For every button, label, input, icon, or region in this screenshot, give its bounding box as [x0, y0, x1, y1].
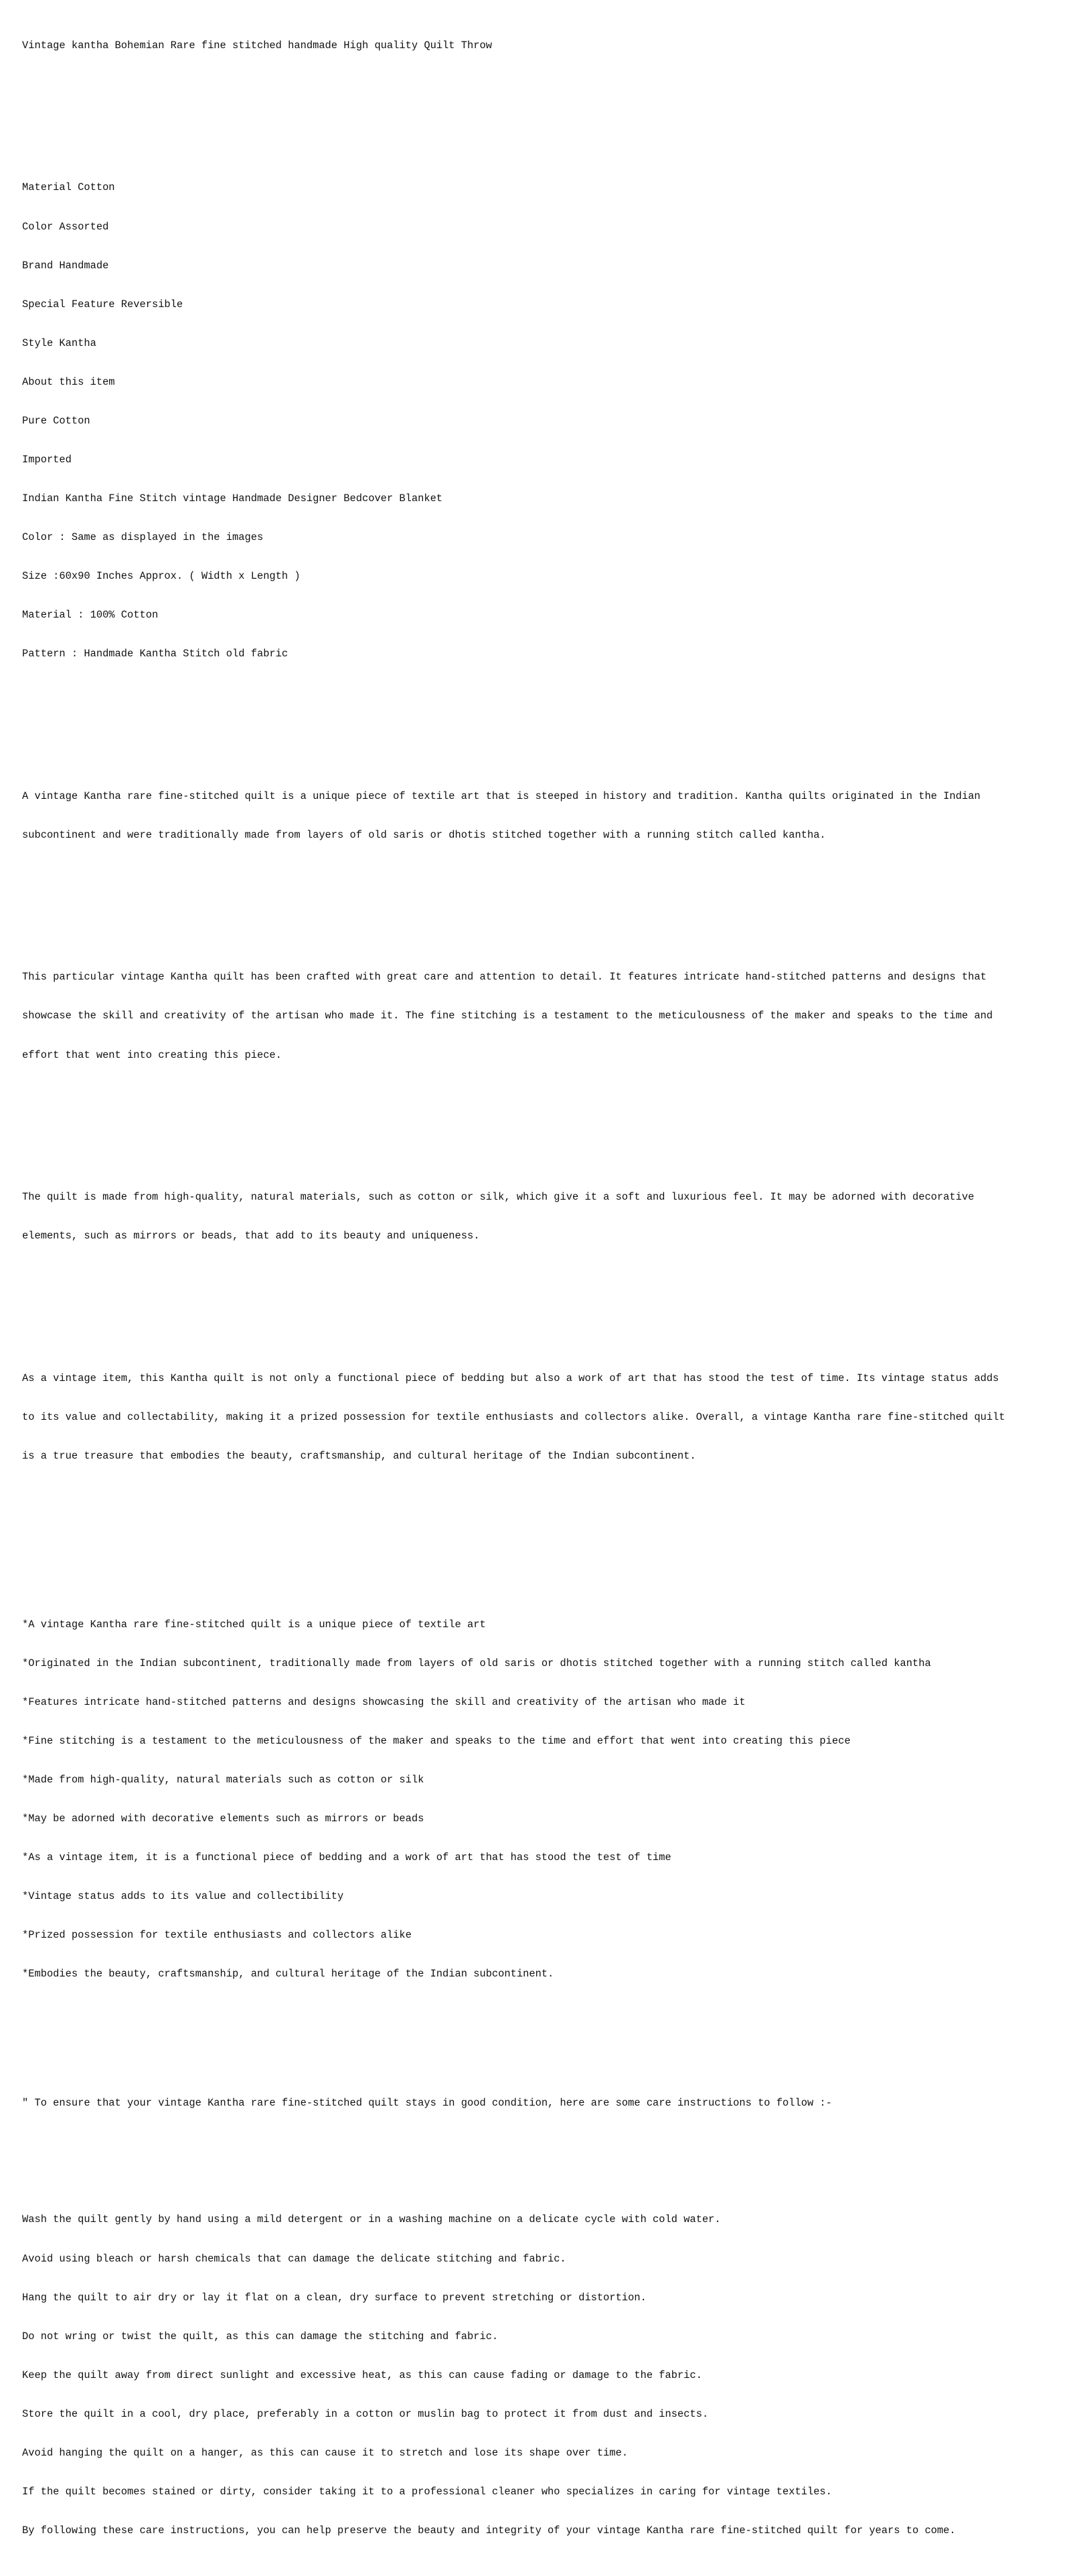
- spec-line: About this item: [22, 375, 115, 388]
- spec-line: Material Cotton: [22, 181, 115, 194]
- spec-line: Imported: [22, 453, 72, 466]
- paragraph-line: subcontinent and were traditionally made from layers of old saris or dhotis stitched together with a running stitch called kantha.: [22, 828, 826, 841]
- document-body: [22, 13, 1053, 2576]
- spec-line: Pattern : Handmade Kantha Stitch old fabric: [22, 647, 289, 660]
- spec-line: Material : 100% Cotton: [22, 608, 159, 621]
- paragraph-line: to its value and collectability, making it a prized possession for textile enthusiasts and collectors alike. Overall, a vintage Kantha rare fine-stitched quilt: [22, 1411, 1005, 1424]
- bullet-item: *Embodies the beauty, craftsmanship, and cultural heritage of the Indian subcontinent.: [22, 1967, 554, 1980]
- spacer: [22, 2136, 1053, 2148]
- spec-line: Color : Same as displayed in the images: [22, 531, 264, 543]
- description-paragraph-3: [22, 1166, 1053, 1269]
- bullet-item: *May be adorned with decorative elements such as mirrors or beads: [22, 1812, 424, 1825]
- document-title: Vintage kantha Bohemian Rare fine stitched handmade High quality Quilt Throw: [22, 39, 492, 52]
- bullet-item: *Made from high-quality, natural materials such as cotton or silk: [22, 1773, 424, 1786]
- bullet-item: *A vintage Kantha rare fine-stitched quilt is a unique piece of textile art: [22, 1618, 486, 1631]
- spacer: [22, 2033, 1053, 2059]
- bullet-item: *Vintage status adds to its value and collectibility: [22, 1890, 344, 1902]
- spec-line: Brand Handmade: [22, 259, 109, 272]
- spacer: [22, 1295, 1053, 1307]
- spacer: [22, 893, 1053, 906]
- paragraph-line: showcase the skill and creativity of the artisan who made it. The fine stitching is a testament to the meticulousness of the maker and speaks to the time and: [22, 1010, 993, 1022]
- paragraph-line: elements, such as mirrors or beads, that add to its beauty and uniqueness.: [22, 1230, 480, 1243]
- paragraph-line: is a true treasure that embodies the beauty, craftsmanship, and cultural heritage of the Indian subcontinent.: [22, 1450, 696, 1463]
- bullet-item: *Originated in the Indian subcontinent, traditionally made from layers of old saris or dhotis stitched together with a running stitch called kantha: [22, 1657, 931, 1669]
- paragraph-line: This particular vintage Kantha quilt has been crafted with great care and attention to detail. It features intricate hand-stitched patterns and designs that: [22, 971, 987, 984]
- care-instruction: Wash the quilt gently by hand using a mild detergent or in a washing machine on a delicate cycle with cold water.: [22, 2213, 721, 2226]
- bullet-list: [22, 1592, 1053, 2007]
- spec-line: Pure Cotton: [22, 414, 90, 427]
- spec-line: Color Assorted: [22, 220, 109, 233]
- spec-list: [22, 156, 1053, 686]
- care-instruction: Do not wring or twist the quilt, as this can damage the stitching and fabric.: [22, 2330, 499, 2342]
- spec-line: Style Kantha: [22, 337, 96, 349]
- description-paragraph-2: [22, 945, 1053, 1088]
- care-instruction: If the quilt becomes stained or dirty, consider taking it to a professional cleaner who specializes in caring for vintage textiles.: [22, 2485, 832, 2498]
- bullet-item: *Fine stitching is a testament to the meticulousness of the maker and speaks to the time and effort that went into creating this piece: [22, 1734, 851, 1747]
- care-intro: " To ensure that your vintage Kantha rare fine-stitched quilt stays in good condition, here are some care instructions to follow :-: [22, 2097, 832, 2110]
- spec-line: Size :60x90 Inches Approx. ( Width x Length ): [22, 569, 301, 582]
- care-instruction: Keep the quilt away from direct sunlight and excessive heat, as this can cause fading or damage to the fabric.: [22, 2369, 702, 2381]
- care-instruction: Hang the quilt to air dry or lay it flat on a clean, dry surface to prevent stretching or distortion.: [22, 2291, 647, 2304]
- care-instruction: Avoid hanging the quilt on a hanger, as this can cause it to stretch and lose its shape over time.: [22, 2446, 629, 2459]
- spec-line: Indian Kantha Fine Stitch vintage Handmade Designer Bedcover Blanket: [22, 492, 443, 504]
- spacer: [22, 1113, 1053, 1126]
- bullet-item: *Prized possession for textile enthusiasts and collectors alike: [22, 1928, 412, 1941]
- care-instructions-list: [22, 2188, 1053, 2563]
- paragraph-line: The quilt is made from high-quality, natural materials, such as cotton or silk, which give it a soft and luxurious feel. It may be adorned with decorative: [22, 1191, 975, 1204]
- spacer: [22, 78, 1053, 117]
- spacer: [22, 1515, 1053, 1554]
- bullet-item: *As a vintage item, it is a functional piece of bedding and a work of art that has stood the test of time: [22, 1851, 671, 1863]
- description-paragraph-1: [22, 764, 1053, 868]
- care-instruction: Avoid using bleach or harsh chemicals that can damage the delicate stitching and fabric.: [22, 2252, 566, 2265]
- paragraph-line: A vintage Kantha rare fine-stitched quilt is a unique piece of textile art that is steeped in history and tradition. Kantha quilts originated in the Indian: [22, 790, 981, 802]
- spacer: [22, 713, 1053, 725]
- spec-line: Special Feature Reversible: [22, 298, 183, 310]
- description-paragraph-4: [22, 1346, 1053, 1489]
- paragraph-line: effort that went into creating this piece.: [22, 1048, 282, 1061]
- care-instruction: By following these care instructions, you can help preserve the beauty and integrity of your vintage Kantha rare fine-stitched quilt for years to come.: [22, 2524, 956, 2537]
- bullet-item: *Features intricate hand-stitched patterns and designs showcasing the skill and creativity of the artisan who made it: [22, 1695, 746, 1708]
- care-instruction: Store the quilt in a cool, dry place, preferably in a cotton or muslin bag to protect it from dust and insects.: [22, 2407, 709, 2420]
- paragraph-line: As a vintage item, this Kantha quilt is not only a functional piece of bedding but also a work of art that has stood the test of time. Its vintage status adds: [22, 1372, 999, 1385]
